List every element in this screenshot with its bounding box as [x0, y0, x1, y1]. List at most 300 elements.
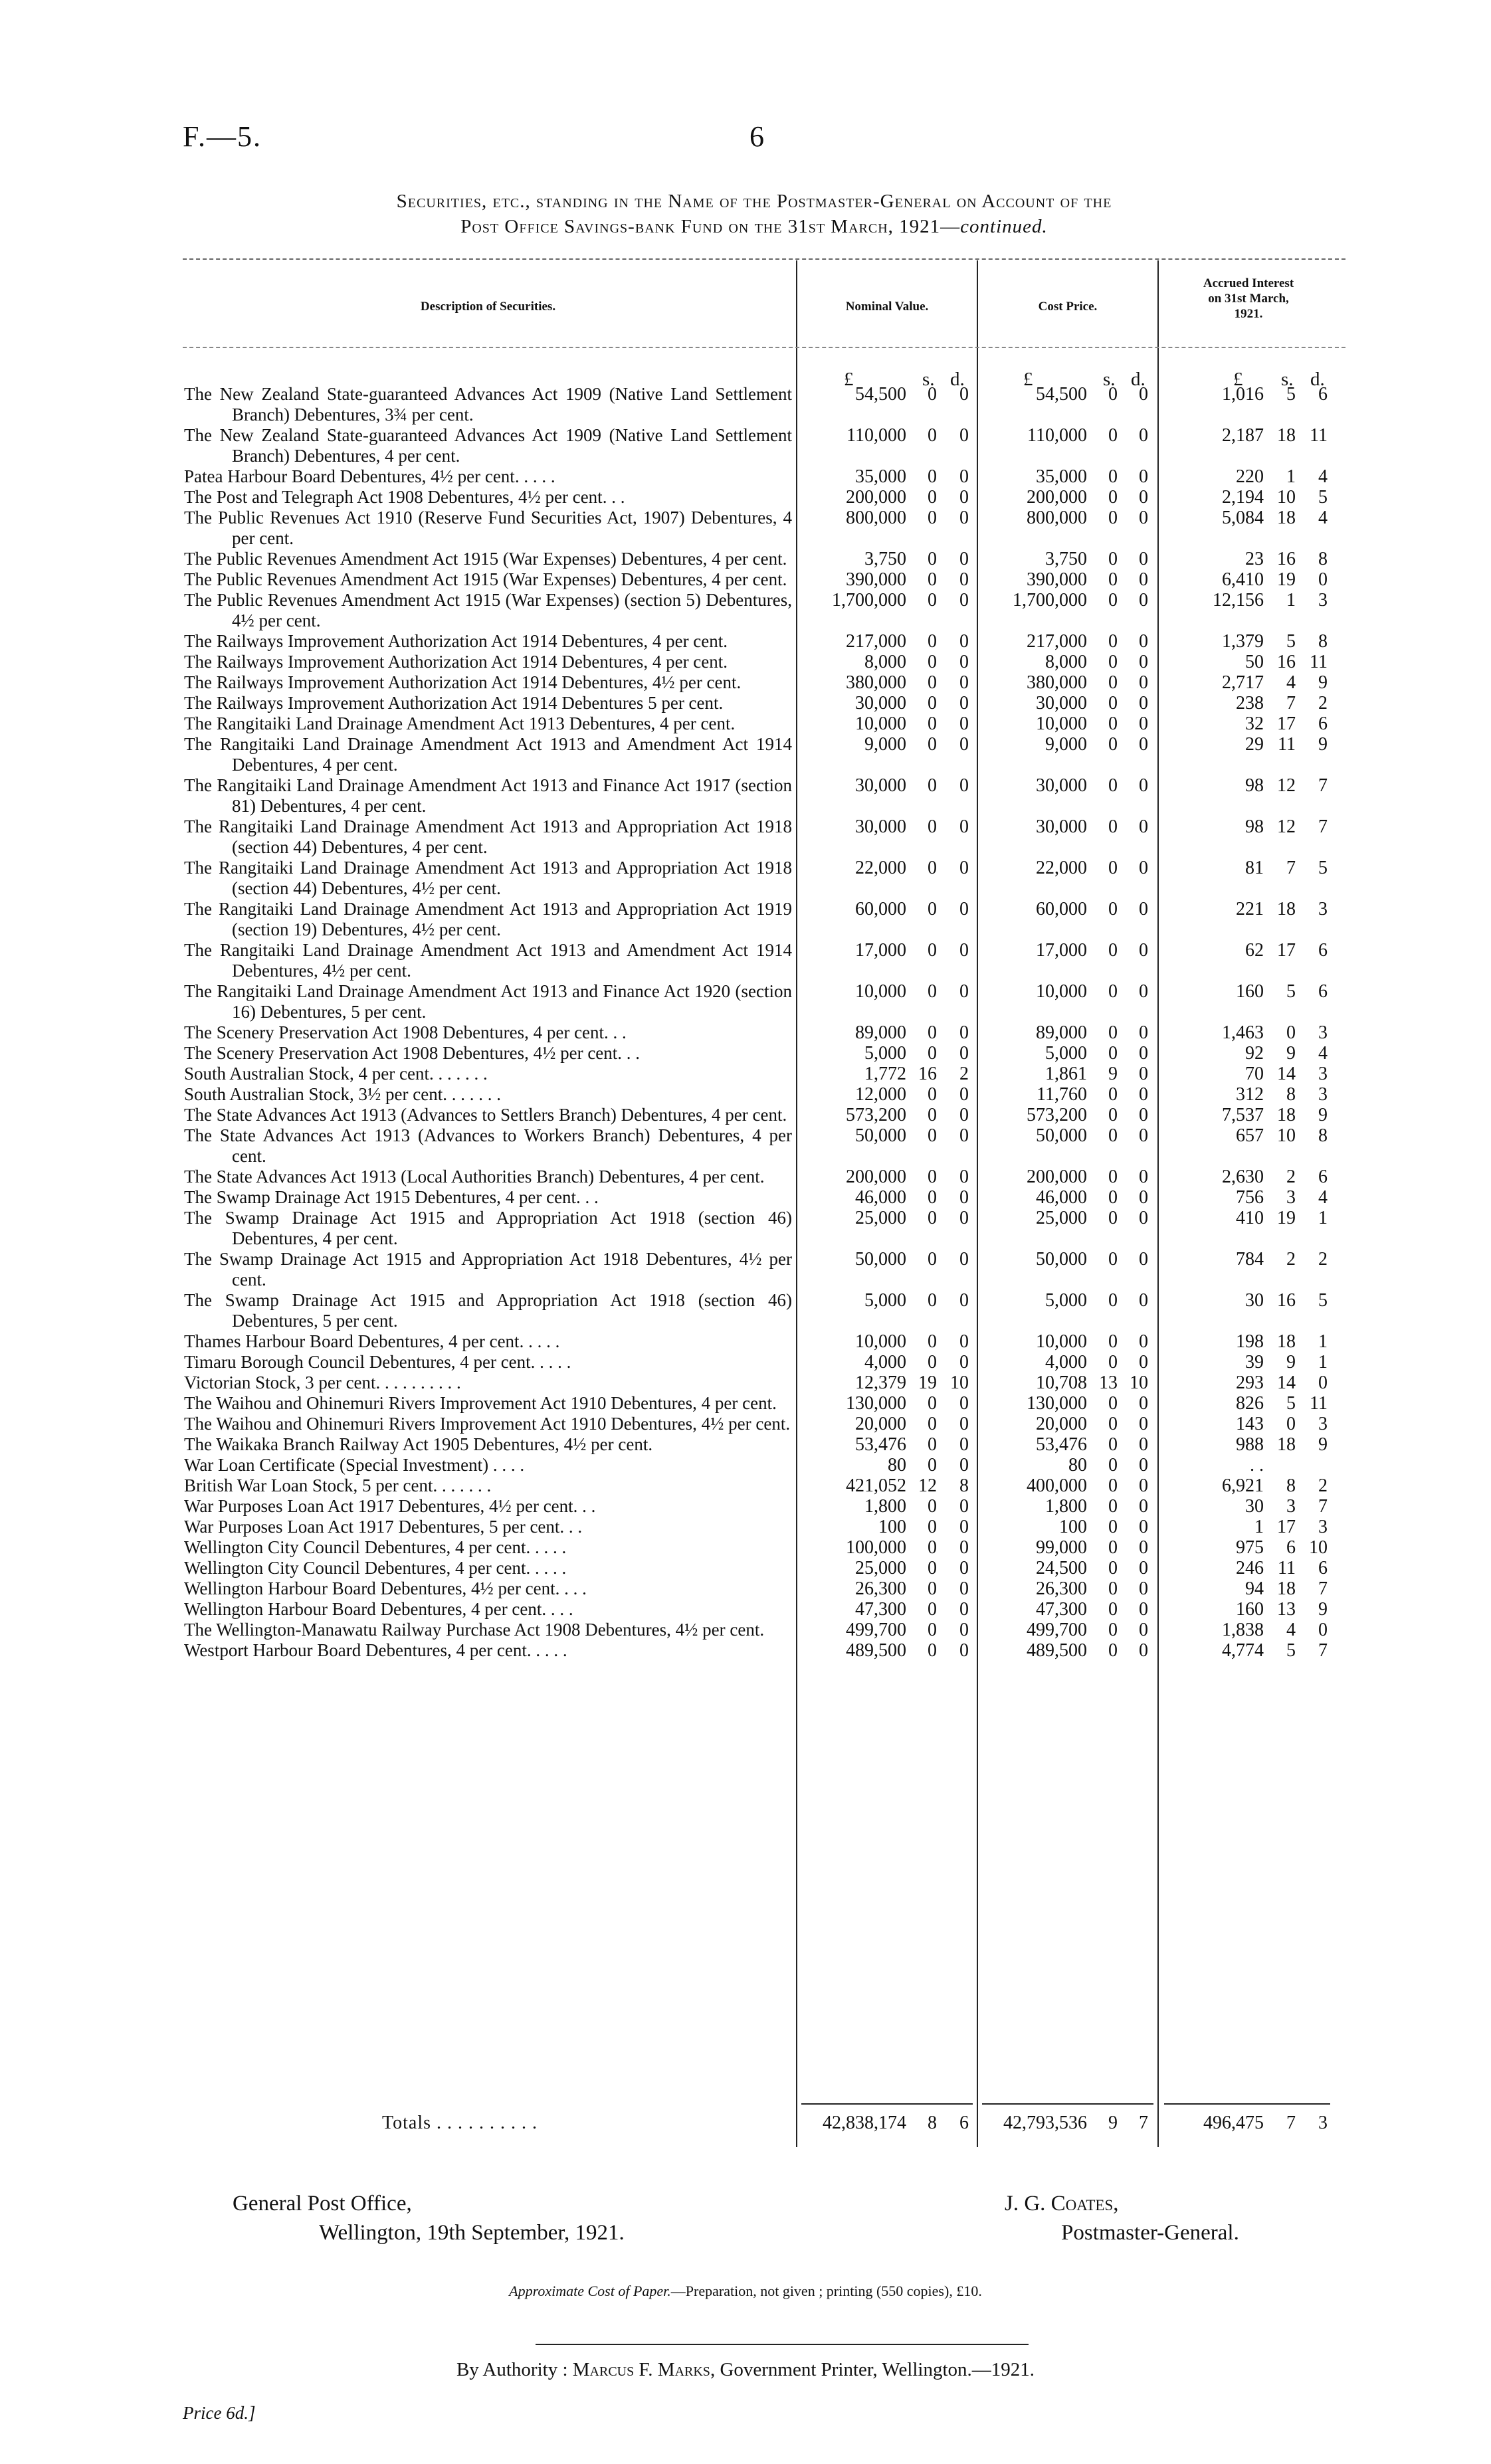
accrued-pounds: 293 — [1236, 1373, 1264, 1393]
accrued-shillings: 6 — [1286, 1537, 1296, 1558]
accrued-pence: 8 — [1318, 631, 1328, 652]
accrued-pence: 8 — [1318, 549, 1328, 569]
table-row — [0, 1105, 1491, 1125]
cost-pence: 0 — [1139, 590, 1148, 611]
nominal-pence: 0 — [959, 1599, 969, 1620]
security-description-text: The Public Revenues Amendment Act 1915 (War Expenses) Debentures, 4 per cent. — [184, 549, 787, 569]
table-row — [0, 1331, 1491, 1352]
nominal-shillings: 0 — [928, 425, 937, 446]
nominal-shillings: 0 — [928, 508, 937, 528]
nominal-pence: 0 — [959, 1496, 969, 1517]
security-description — [184, 940, 792, 981]
office-address — [233, 2189, 625, 2247]
cost-pence: 0 — [1139, 899, 1148, 919]
cost-pence: 0 — [1139, 1167, 1148, 1187]
accrued-pounds: 826 — [1236, 1393, 1264, 1414]
accrued-pence: 7 — [1318, 816, 1328, 837]
table-row — [0, 1640, 1491, 1661]
accrued-pence: 6 — [1318, 940, 1328, 961]
security-description — [184, 631, 792, 652]
cost-pence: 0 — [1139, 1187, 1148, 1208]
accrued-pence: 8 — [1318, 1125, 1328, 1146]
cost-pounds: 26,300 — [1036, 1578, 1087, 1599]
cost-shillings: 0 — [1108, 569, 1118, 590]
accrued-pence: 6 — [1318, 1167, 1328, 1187]
table-row — [0, 1599, 1491, 1620]
nominal-shillings: 0 — [928, 1125, 937, 1146]
cost-pounds: 10,000 — [1036, 1331, 1087, 1352]
nominal-shillings: 0 — [928, 1290, 937, 1311]
accrued-pounds: 220 — [1236, 466, 1264, 487]
security-description — [184, 1043, 792, 1064]
security-description — [184, 899, 792, 940]
nominal-shillings: 0 — [928, 1599, 937, 1620]
nominal-pounds: 10,000 — [855, 713, 906, 734]
accrued-pence: 3 — [1318, 899, 1328, 919]
accrued-shillings: 16 — [1277, 549, 1296, 569]
accrued-pounds: 312 — [1236, 1084, 1264, 1105]
nominal-pounds: 5,000 — [864, 1043, 906, 1064]
accrued-shillings: 14 — [1277, 1373, 1296, 1393]
cost-pence: 0 — [1139, 1290, 1148, 1311]
nominal-pounds: 200,000 — [846, 487, 906, 508]
nominal-pence: 0 — [959, 590, 969, 611]
accrued-pounds: 784 — [1236, 1249, 1264, 1270]
security-description — [184, 1290, 792, 1331]
nominal-pounds: 47,300 — [855, 1599, 906, 1620]
accrued-shillings: 16 — [1277, 652, 1296, 672]
nominal-pence: 0 — [959, 1043, 969, 1064]
cost-pence: 0 — [1139, 1475, 1148, 1496]
accrued-pounds: 246 — [1236, 1558, 1264, 1578]
nominal-shillings: 0 — [928, 652, 937, 672]
cost-pounds: 30,000 — [1036, 775, 1087, 796]
nominal-pounds: 8,000 — [864, 652, 906, 672]
nominal-pence: 0 — [959, 1249, 969, 1270]
signatory — [1005, 2189, 1239, 2247]
nominal-pounds: 100 — [878, 1517, 906, 1537]
nominal-pounds: 3,750 — [864, 549, 906, 569]
security-description-text: The Swamp Drainage Act 1915 and Appropriation Act 1918 (section 46) Debentures, 5 per cent. — [184, 1290, 792, 1331]
accrued-pounds: 70 — [1245, 1064, 1264, 1084]
accrued-pence: 1 — [1318, 1352, 1328, 1373]
security-description — [184, 1373, 792, 1393]
cost-pence: 0 — [1139, 425, 1148, 446]
security-description-text: The Wellington-Manawatu Railway Purchase Act 1908 Debentures, 4½ per cent. — [184, 1620, 765, 1640]
unit-pound-cost: £ — [1023, 369, 1033, 390]
accrued-pence: 0 — [1318, 569, 1328, 590]
nominal-pence: 0 — [959, 1455, 969, 1475]
cost-pounds: 30,000 — [1036, 693, 1087, 713]
cost-shillings: 13 — [1099, 1373, 1118, 1393]
title-line-2-main: Post Office Savings-bank Fund on the 31st March, 1921— — [460, 216, 961, 237]
cost-shillings: 0 — [1108, 1352, 1118, 1373]
nominal-shillings: 0 — [928, 1249, 937, 1270]
cost-pounds: 200,000 — [1027, 1167, 1087, 1187]
nominal-shillings: 0 — [928, 1517, 937, 1537]
accrued-shillings: 19 — [1277, 1208, 1296, 1228]
nominal-pounds: 217,000 — [846, 631, 906, 652]
cost-shillings: 9 — [1108, 1064, 1118, 1084]
cost-pence: 10 — [1130, 1373, 1148, 1393]
cost-pounds: 22,000 — [1036, 858, 1087, 878]
nominal-pounds: 5,000 — [864, 1290, 906, 1311]
totals-rule-cost — [982, 2103, 1153, 2105]
unit-shillings-nominal: s. — [922, 369, 935, 390]
header-divider — [183, 258, 1345, 260]
cost-shillings: 0 — [1108, 1125, 1118, 1146]
nominal-pounds: 50,000 — [855, 1249, 906, 1270]
nominal-shillings: 0 — [928, 1414, 937, 1434]
accrued-shillings: 18 — [1277, 425, 1296, 446]
nominal-shillings: 0 — [928, 1434, 937, 1455]
table-row — [0, 569, 1491, 590]
security-description — [184, 549, 792, 569]
accrued-shillings: 5 — [1286, 384, 1296, 405]
nominal-shillings: 0 — [928, 1043, 937, 1064]
accrued-pence: 9 — [1318, 1434, 1328, 1455]
cost-shillings: 0 — [1108, 1331, 1118, 1352]
nominal-shillings: 0 — [928, 1496, 937, 1517]
cost-shillings: 0 — [1108, 1640, 1118, 1661]
accrued-pounds: 2,194 — [1222, 487, 1264, 508]
nominal-pence: 0 — [959, 549, 969, 569]
accrued-header-line-1: Accrued Interest — [1203, 276, 1294, 290]
office-line-2: Wellington, 19th September, 1921. — [319, 2221, 625, 2245]
table-row — [0, 425, 1491, 466]
security-description — [184, 508, 792, 549]
cost-pounds: 99,000 — [1036, 1537, 1087, 1558]
nominal-pence: 0 — [959, 1517, 969, 1537]
nominal-pounds: 421,052 — [846, 1475, 906, 1496]
accrued-pounds: 1,379 — [1222, 631, 1264, 652]
cost-pounds: 5,000 — [1045, 1290, 1087, 1311]
table-row — [0, 1434, 1491, 1455]
nominal-pence: 0 — [959, 734, 969, 755]
nominal-shillings: 0 — [928, 1640, 937, 1661]
authority-suffix: , Government Printer, Wellington.—1921. — [710, 2359, 1035, 2380]
cost-shillings: 0 — [1108, 1558, 1118, 1578]
table-row — [0, 1373, 1491, 1393]
security-description-text: The Railways Improvement Authorization Act 1914 Debentures, 4 per cent. — [184, 652, 728, 672]
security-description-text: The Rangitaiki Land Drainage Amendment Act 1913 and Amendment Act 1914 Debentures, 4½ per cent. — [184, 940, 792, 981]
accrued-pounds: 160 — [1236, 981, 1264, 1002]
nominal-pounds: 30,000 — [855, 775, 906, 796]
security-description-text: The Railways Improvement Authorization Act 1914 Debentures, 4½ per cent. — [184, 672, 742, 692]
nominal-pence: 0 — [959, 981, 969, 1002]
accrued-pounds: 988 — [1236, 1434, 1264, 1455]
accrued-pounds: 143 — [1236, 1414, 1264, 1434]
cost-pounds: 11,760 — [1037, 1084, 1087, 1105]
security-description — [184, 1434, 792, 1455]
nominal-pence: 0 — [959, 940, 969, 961]
cost-shillings: 0 — [1108, 1249, 1118, 1270]
nominal-pence: 0 — [959, 1331, 969, 1352]
cost-pence: 0 — [1139, 1558, 1148, 1578]
nominal-shillings: 0 — [928, 1578, 937, 1599]
accrued-pounds: 975 — [1236, 1537, 1264, 1558]
nominal-pence: 0 — [959, 466, 969, 487]
accrued-pounds: 32 — [1245, 713, 1264, 734]
accrued-pounds: 198 — [1236, 1331, 1264, 1352]
security-description — [184, 384, 792, 425]
nominal-shillings: 0 — [928, 1331, 937, 1352]
page-title — [159, 189, 1349, 239]
cost-pounds: 1,700,000 — [1013, 590, 1087, 611]
security-description — [184, 816, 792, 858]
table-row — [0, 590, 1491, 631]
table-row — [0, 1352, 1491, 1373]
accrued-shillings: 19 — [1277, 569, 1296, 590]
security-description-text: Thames Harbour Board Debentures, 4 per cent. . . . . — [184, 1331, 560, 1351]
authority-rule — [536, 2344, 1029, 2345]
nominal-pence: 0 — [959, 508, 969, 528]
cost-shillings: 0 — [1108, 1517, 1118, 1537]
nominal-pounds: 110,000 — [846, 425, 906, 446]
accrued-pence: 1 — [1318, 1208, 1328, 1228]
accrued-pounds: 92 — [1245, 1043, 1264, 1064]
nominal-pounds: 9,000 — [864, 734, 906, 755]
nominal-pounds: 30,000 — [855, 816, 906, 837]
accrued-shillings: 1 — [1286, 590, 1296, 611]
nominal-pence: 0 — [959, 631, 969, 652]
nominal-shillings: 0 — [928, 590, 937, 611]
nominal-pounds: 1,800 — [864, 1496, 906, 1517]
cost-shillings: 0 — [1108, 652, 1118, 672]
cost-pence: 0 — [1139, 1517, 1148, 1537]
nominal-shillings: 0 — [928, 631, 937, 652]
nominal-pence: 0 — [959, 693, 969, 713]
security-description — [184, 487, 792, 508]
security-description-text: The Rangitaiki Land Drainage Amendment Act 1913 and Finance Act 1917 (section 81) Debentures, 4 per cent. — [184, 775, 792, 816]
accrued-pence: 4 — [1318, 466, 1328, 487]
cost-pence: 0 — [1139, 1043, 1148, 1064]
cost-pounds: 100 — [1059, 1517, 1087, 1537]
cost-shillings: 0 — [1108, 713, 1118, 734]
table-row — [0, 631, 1491, 652]
security-description — [184, 1208, 792, 1249]
table-row — [0, 899, 1491, 940]
security-description — [184, 1620, 792, 1640]
cost-pence: 0 — [1139, 981, 1148, 1002]
accrued-pence: 11 — [1310, 425, 1328, 446]
nominal-shillings: 0 — [928, 858, 937, 878]
accrued-pence: 2 — [1318, 693, 1328, 713]
cost-pence: 0 — [1139, 940, 1148, 961]
accrued-pounds: 94 — [1245, 1578, 1264, 1599]
accrued-shillings: 18 — [1277, 508, 1296, 528]
accrued-pence: 5 — [1318, 1290, 1328, 1311]
nominal-shillings: 0 — [928, 549, 937, 569]
security-description-text: The New Zealand State-guaranteed Advances Act 1909 (Native Land Settlement Branch) Debentures, 3¾ per cent. — [184, 384, 792, 425]
table-row — [0, 652, 1491, 672]
table-row — [0, 858, 1491, 899]
nominal-shillings: 0 — [928, 940, 937, 961]
table-row — [0, 713, 1491, 734]
accrued-shillings: 5 — [1286, 1393, 1296, 1414]
printer-authority — [0, 2359, 1491, 2381]
nominal-pence: 0 — [959, 1167, 969, 1187]
cost-pounds: 110,000 — [1027, 425, 1087, 446]
security-description-text: The Waikaka Branch Railway Act 1905 Debentures, 4½ per cent. — [184, 1434, 653, 1454]
table-row — [0, 1496, 1491, 1517]
security-description — [184, 569, 792, 590]
securities-table — [0, 384, 1491, 1661]
cost-pounds: 10,708 — [1036, 1373, 1087, 1393]
totals-accrued-shillings: 7 — [1286, 2113, 1296, 2133]
nominal-pence: 0 — [959, 1208, 969, 1228]
nominal-shillings: 0 — [928, 487, 937, 508]
accrued-header-line-2: on 31st March, — [1208, 292, 1289, 306]
nominal-pounds: 390,000 — [846, 569, 906, 590]
security-description — [184, 425, 792, 466]
accrued-pence: 3 — [1318, 1414, 1328, 1434]
security-description — [184, 1640, 792, 1661]
unit-pence-nominal: d. — [950, 369, 965, 390]
nominal-pence: 0 — [959, 1290, 969, 1311]
security-description — [184, 693, 792, 713]
security-description-text: The Public Revenues Act 1910 (Reserve Fund Securities Act, 1907) Debentures, 4 per cent. — [184, 508, 792, 548]
security-description-text: South Australian Stock, 3½ per cent. . . . . . . — [184, 1084, 501, 1104]
accrued-pence: 9 — [1318, 672, 1328, 693]
cost-shillings: 0 — [1108, 549, 1118, 569]
page-number: 6 — [749, 120, 764, 153]
cost-pounds: 5,000 — [1045, 1043, 1087, 1064]
accrued-shillings: 17 — [1277, 1517, 1296, 1537]
totals-accrued-pence: 3 — [1318, 2113, 1328, 2133]
nominal-shillings: 0 — [928, 384, 937, 405]
accrued-pounds: 81 — [1245, 858, 1264, 878]
cost-pence: 0 — [1139, 1208, 1148, 1228]
accrued-pounds: 160 — [1236, 1599, 1264, 1620]
accrued-pence: 2 — [1318, 1475, 1328, 1496]
accrued-shillings: 7 — [1286, 858, 1296, 878]
cost-shillings: 0 — [1108, 1455, 1118, 1475]
nominal-pence: 0 — [959, 1393, 969, 1414]
cost-pence: 0 — [1139, 1105, 1148, 1125]
accrued-pounds: 6,410 — [1222, 569, 1264, 590]
accrued-shillings: 18 — [1277, 899, 1296, 919]
security-description-text: Wellington City Council Debentures, 4 per cent. . . . . — [184, 1537, 567, 1557]
security-description-text: The New Zealand State-guaranteed Advances Act 1909 (Native Land Settlement Branch) Debentures, 4 per cent. — [184, 425, 792, 466]
nominal-pence: 10 — [950, 1373, 969, 1393]
accrued-shillings: 5 — [1286, 631, 1296, 652]
security-description — [184, 1537, 792, 1558]
title-line-2 — [159, 214, 1349, 239]
table-row — [0, 1249, 1491, 1290]
nominal-pence: 0 — [959, 1640, 969, 1661]
accrued-pence: 7 — [1318, 775, 1328, 796]
security-description-text: Westport Harbour Board Debentures, 4 per cent. . . . . — [184, 1640, 567, 1660]
nominal-pence: 0 — [959, 1084, 969, 1105]
accrued-pounds: 30 — [1245, 1496, 1264, 1517]
accrued-shillings: 12 — [1277, 816, 1296, 837]
cost-pounds: 573,200 — [1027, 1105, 1087, 1125]
column-header-divider — [183, 347, 1345, 348]
security-description-text: Timaru Borough Council Debentures, 4 per cent. . . . . — [184, 1352, 571, 1372]
cost-shillings: 0 — [1108, 1022, 1118, 1043]
accrued-shillings: 9 — [1286, 1352, 1296, 1373]
cost-pence: 0 — [1139, 672, 1148, 693]
accrued-pence: 4 — [1318, 1043, 1328, 1064]
cost-shillings: 0 — [1108, 487, 1118, 508]
security-description-text: War Purposes Loan Act 1917 Debentures, 5 per cent. . . — [184, 1517, 583, 1537]
accrued-pence: 9 — [1318, 1105, 1328, 1125]
accrued-pence: 9 — [1318, 734, 1328, 755]
table-row — [0, 1125, 1491, 1167]
cost-shillings: 0 — [1108, 775, 1118, 796]
cost-shillings: 0 — [1108, 1187, 1118, 1208]
accrued-pence: 3 — [1318, 1022, 1328, 1043]
nominal-pence: 0 — [959, 1414, 969, 1434]
cost-pence: 0 — [1139, 1022, 1148, 1043]
cost-shillings: 0 — [1108, 1084, 1118, 1105]
accrued-pence: 2 — [1318, 1249, 1328, 1270]
nominal-pounds: 499,700 — [846, 1620, 906, 1640]
cost-shillings: 0 — [1108, 734, 1118, 755]
cost-pounds: 3,750 — [1045, 549, 1087, 569]
accrued-shillings: 5 — [1286, 981, 1296, 1002]
accrued-pounds: . . — [1250, 1455, 1264, 1475]
accrued-shillings: 1 — [1286, 466, 1296, 487]
nominal-pounds: 89,000 — [855, 1022, 906, 1043]
accrued-shillings: 2 — [1286, 1167, 1296, 1187]
totals-row — [0, 2113, 1491, 2139]
table-row — [0, 1393, 1491, 1414]
security-description-text: The State Advances Act 1913 (Advances to Settlers Branch) Debentures, 4 per cent. — [184, 1105, 787, 1125]
cost-pence: 0 — [1139, 1640, 1148, 1661]
nominal-pounds: 30,000 — [855, 693, 906, 713]
nominal-pence: 0 — [959, 1434, 969, 1455]
accrued-shillings: 8 — [1286, 1475, 1296, 1496]
accrued-shillings: 17 — [1277, 940, 1296, 961]
security-description-text: War Purposes Loan Act 1917 Debentures, 4½ per cent. . . — [184, 1496, 596, 1516]
security-description — [184, 1455, 792, 1475]
security-description-text: The Post and Telegraph Act 1908 Debentures, 4½ per cent. . . — [184, 487, 625, 507]
office-line-1: General Post Office, — [233, 2192, 412, 2216]
accrued-pence: 4 — [1318, 508, 1328, 528]
cost-pounds: 53,476 — [1036, 1434, 1087, 1455]
cost-pounds: 10,000 — [1036, 981, 1087, 1002]
cost-pounds: 35,000 — [1036, 466, 1087, 487]
nominal-pounds: 12,379 — [855, 1373, 906, 1393]
cost-pounds: 24,500 — [1036, 1558, 1087, 1578]
nominal-pounds: 25,000 — [855, 1558, 906, 1578]
security-description-text: The State Advances Act 1913 (Advances to Workers Branch) Debentures, 4 per cent. — [184, 1125, 792, 1166]
accrued-pounds: 756 — [1236, 1187, 1264, 1208]
column-header-accrued — [1159, 276, 1338, 322]
accrued-pence: 1 — [1318, 1331, 1328, 1352]
security-description — [184, 734, 792, 775]
security-description — [184, 1414, 792, 1434]
security-description — [184, 672, 792, 693]
accrued-pounds: 39 — [1245, 1352, 1264, 1373]
nominal-shillings: 0 — [928, 1208, 937, 1228]
table-row — [0, 1208, 1491, 1249]
cost-shillings: 0 — [1108, 1620, 1118, 1640]
accrued-pounds: 657 — [1236, 1125, 1264, 1146]
cost-pence: 0 — [1139, 508, 1148, 528]
cost-shillings: 0 — [1108, 1599, 1118, 1620]
nominal-shillings: 0 — [928, 1558, 937, 1578]
security-description — [184, 1022, 792, 1043]
cost-pence: 0 — [1139, 1331, 1148, 1352]
accrued-shillings: 3 — [1286, 1496, 1296, 1517]
nominal-shillings: 0 — [928, 1537, 937, 1558]
accrued-pence: 0 — [1318, 1620, 1328, 1640]
table-row — [0, 384, 1491, 425]
accrued-pounds: 410 — [1236, 1208, 1264, 1228]
